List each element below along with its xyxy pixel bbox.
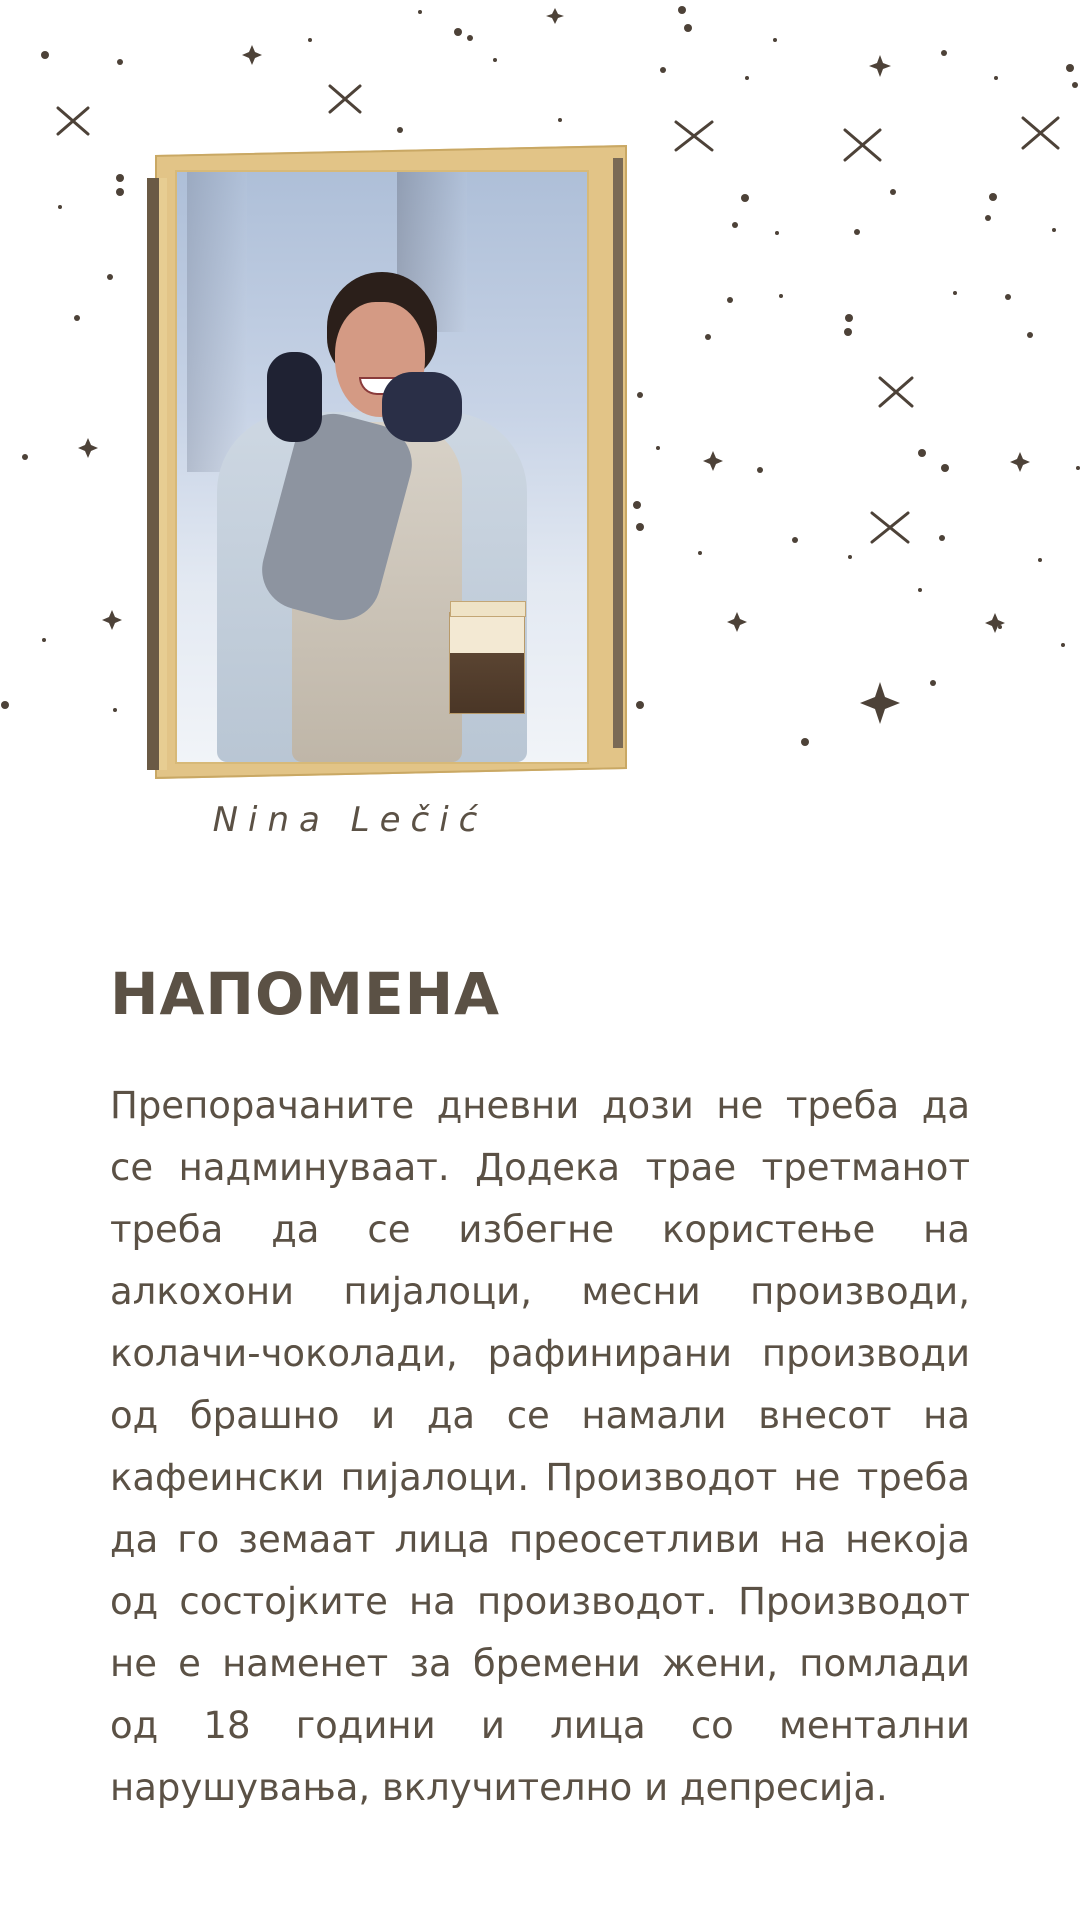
section-body: Препорачаните дневни дози не треба да се надминуваат. Додека трае третманот треба да се избегне користење на алкохони пијалоци, месни производи, колачи-чоколади, рафинирани производи од брашно и да се намали внесот на кафеински пијалоци. Производот не треба да го земаат лица преосетливи на некоја од состојките на производот. Производот не е наменет за бремени жени, помлади од 18 години и лица со ментални нарушувања, вклучително и депресија. bbox=[110, 1084, 970, 1809]
frame-spine-highlight bbox=[159, 178, 167, 770]
glove-right bbox=[382, 372, 462, 442]
glove-left bbox=[267, 352, 322, 442]
portrait-photo bbox=[175, 170, 589, 764]
section-heading: НАПОМЕНА bbox=[110, 960, 501, 1028]
frame-spine bbox=[147, 178, 159, 770]
frame-side bbox=[613, 158, 623, 748]
product-jar-lid bbox=[450, 601, 526, 617]
product-jar bbox=[449, 612, 525, 714]
photo-frame bbox=[145, 150, 625, 780]
photo-caption: Nina Lečić bbox=[212, 800, 488, 840]
